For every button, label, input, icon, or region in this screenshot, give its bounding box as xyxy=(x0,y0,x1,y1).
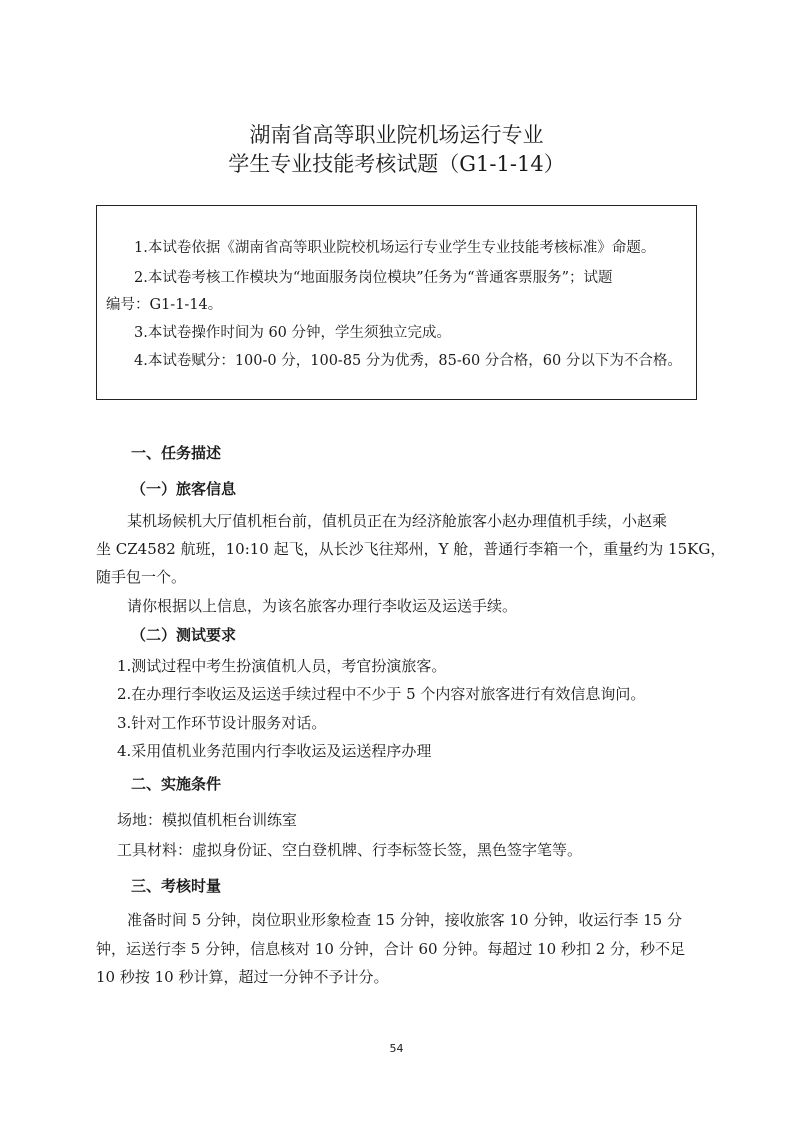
requirement-item-2: 2.在办理行李收运及运送手续过程中不少于 5 个内容对旅客进行有效信息询问。 xyxy=(117,685,646,703)
duration-paragraph: 准备时间 5 分钟，岗位职业形象检查 15 分钟，接收旅客 10 分钟，收运行李 15 分 xyxy=(127,911,682,929)
passenger-info-paragraph: 某机场候机大厅值机柜台前，值机员正在为经济舱旅客小赵办理值机手续，小赵乘 xyxy=(127,512,668,530)
document-title-line2: 学生专业技能考核试题（G1-1-14） xyxy=(228,152,565,176)
section-heading-conditions: 二、实施条件 xyxy=(131,775,222,793)
instruction-item-4: 4.本试卷赋分：100-0 分，100-85 分为优秀，85-60 分合格，60 分以下为不合格。 xyxy=(134,353,682,369)
subsection-heading-test-requirements: （二）测试要求 xyxy=(131,626,237,644)
requirement-item-3: 3.针对工作环节设计服务对话。 xyxy=(117,714,327,732)
instruction-item-2-continued: 编号：G1-1-14。 xyxy=(106,297,223,313)
subsection-heading-passenger-info: （一）旅客信息 xyxy=(131,480,237,498)
passenger-info-paragraph-line3: 随手包一个。 xyxy=(96,568,187,586)
task-instruction-paragraph: 请你根据以上信息，为该名旅客办理行李收运及运送手续。 xyxy=(127,597,518,615)
duration-paragraph-line3: 10 秒按 10 秒计算，超过一分钟不予计分。 xyxy=(96,968,389,986)
section-heading-task: 一、任务描述 xyxy=(131,444,222,462)
document-title-line1: 湖南省高等职业院机场运行专业 xyxy=(249,123,544,147)
requirement-item-1: 1.测试过程中考生扮演值机人员，考官扮演旅客。 xyxy=(117,657,447,675)
section-heading-duration: 三、考核时量 xyxy=(131,877,222,895)
duration-paragraph-line2: 钟，运送行李 5 分钟，信息核对 10 分钟，合计 60 分钟。每超过 10 秒扣 2 分，秒不足 xyxy=(96,940,686,958)
requirement-item-4: 4.采用值机业务范围内行李收运及运送程序办理 xyxy=(117,742,432,760)
passenger-info-paragraph-line2: 坐 CZ4582 航班，10:10 起飞，从长沙飞往郑州，Y 舱，普通行李箱一个，重量约为 15KG， xyxy=(96,540,726,558)
instruction-item-2: 2.本试卷考核工作模块为“地面服务岗位模块”任务为“普通客票服务”；试题 xyxy=(134,270,613,286)
conditions-site: 场地：模拟值机柜台训练室 xyxy=(117,811,298,829)
instruction-item-1: 1.本试卷依据《湖南省高等职业院校机场运行专业学生专业技能考核标准》命题。 xyxy=(134,240,656,256)
page-number: 54 xyxy=(389,1042,404,1055)
conditions-tools: 工具材料：虚拟身份证、空白登机牌、行李标签长签，黑色签字笔等。 xyxy=(117,841,583,859)
instructions-box xyxy=(96,205,697,400)
instruction-item-3: 3.本试卷操作时间为 60 分钟，学生须独立完成。 xyxy=(134,325,452,341)
